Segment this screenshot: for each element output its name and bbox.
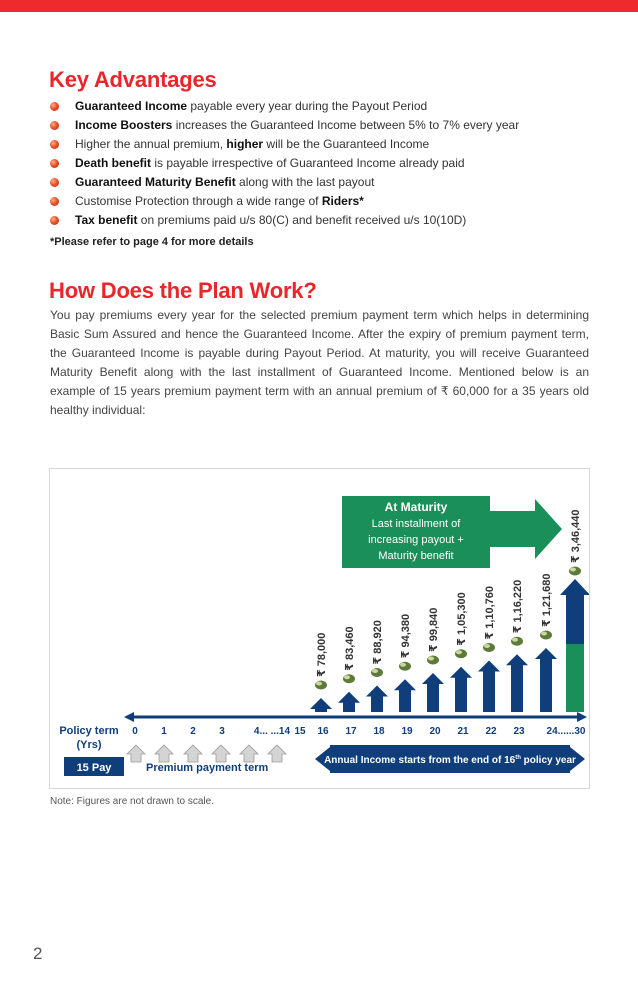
bullet-icon [50,216,59,225]
year-label: 22 [485,726,497,737]
money-bag-icon [540,631,552,640]
money-bag-icon [569,567,581,576]
bullet-icon [50,140,59,149]
premium-arrows [127,745,286,762]
maturity-line-3: Maturity benefit [378,550,454,562]
annual-income-banner-text: Annual Income starts from the end of 16th policy year [324,755,576,766]
bullet-icon [50,178,59,187]
payout-arrow [506,654,528,712]
year-label: 0 [132,726,138,737]
payout-amount-label: ₹ 99,840 [428,607,440,652]
payout-arrow [366,686,388,713]
premium-arrow [127,745,145,762]
bullet-icon [50,102,59,111]
payout-amount-label: ₹ 94,380 [400,613,412,659]
bullet-icon [50,159,59,168]
year-label: 21 [457,726,469,737]
year-label: 4... ...14 [253,726,291,737]
money-bag-icon [427,656,439,665]
year-label: 23 [513,726,525,737]
timeline-right-arrowhead [577,712,587,722]
payout-arrow [450,667,472,712]
maturity-line-1: Last installment of [371,518,461,530]
payout-amount-label: ₹ 1,21,680 [541,573,553,627]
advantage-item: Higher the annual premium, higher will be the Guaranteed Income [50,135,610,154]
money-bag-icon [399,662,411,671]
pay-badge-label: 15 Pay [76,762,112,774]
premium-arrow [240,745,258,762]
year-label: 15 [294,726,306,737]
payout-arrow [310,698,332,712]
payout-arrow [394,679,416,712]
money-bag-icon [483,643,495,652]
how-plan-works-heading: How Does the Plan Work? [49,278,317,303]
premium-arrow [155,745,173,762]
advantages-footnote: *Please refer to page 4 for more details [50,236,254,248]
payout-amount-label: ₹ 1,16,220 [512,579,524,634]
advantage-item: Guaranteed Income payable every year during the Payout Period [50,97,610,116]
scale-note: Note: Figures are not drawn to scale. [50,796,214,807]
money-bag-icon [315,681,327,690]
maturity-callout-arrow [490,499,562,559]
payout-amount-label: ₹ 1,10,760 [484,585,496,640]
maturity-line-2: increasing payout + [368,534,464,546]
plan-diagram-svg [50,469,589,788]
policy-term-unit: (Yrs) [76,739,102,751]
page-number: 2 [33,944,43,963]
maturity-title: At Maturity [384,500,448,514]
year-label: 18 [373,726,385,737]
year-label: 3 [219,726,225,737]
money-bag-icon [455,649,467,658]
key-advantages-heading: Key Advantages [49,67,217,92]
payout-arrow [422,673,444,712]
year-label: 19 [401,726,413,737]
advantage-item: Income Boosters increases the Guaranteed Income between 5% to 7% every year [50,116,610,135]
year-label: 16 [317,726,329,737]
year-label: 20 [429,726,441,737]
money-bag-icon [511,637,523,646]
how-plan-works-paragraph: You pay premiums every year for the selected premium payment term which helps in determining Basic Sum Assured and hence the Guaranteed Income. After the expiry of premium payment term, the Guaranteed Income is payable during Payout Period. At maturity, you will receive Guaranteed Maturity Benefit along with the last installment of Guaranteed Income. Mentioned below is an example of 15 years premium payment term with an annual premium of ₹ 60,000 for a 35 years old healthy individual: [50,308,589,417]
payout-amount-label: ₹ 78,000 [316,632,328,677]
maturity-arrow-green-part [566,644,584,712]
year-label: 2 [190,726,196,737]
premium-arrow [212,745,230,762]
bullet-icon [50,197,59,206]
payout-amount-label: ₹ 83,460 [344,626,356,671]
money-bag-icon [371,668,383,677]
bullet-icon [50,121,59,130]
year-label: 1 [161,726,167,737]
payout-arrow [535,648,557,712]
year-ticks [132,726,586,737]
premium-arrow [268,745,286,762]
policy-term-label: Policy term [59,725,119,737]
top-red-bar [0,0,638,12]
advantages-list [50,97,610,230]
timeline-left-arrowhead [124,712,134,722]
year-label: 24......30 [546,726,586,737]
advantage-item: Death benefit is payable irrespective of Guaranteed Income already paid [50,154,610,173]
advantage-item: Customise Protection through a wide range of Riders* [50,192,610,211]
plan-illustration-diagram [49,468,590,789]
advantage-item: Guaranteed Maturity Benefit along with the last payout [50,173,610,192]
money-bag-icon [343,674,355,683]
payout-amount-label: ₹ 88,920 [372,620,384,665]
payout-amount-label: ₹ 1,05,300 [456,592,468,646]
year-label: 17 [345,726,357,737]
premium-term-label: Premium payment term [146,762,269,774]
maturity-amount-label: ₹ 3,46,440 [570,509,582,563]
advantage-item: Tax benefit on premiums paid u/s 80(C) and benefit received u/s 10(10D) [50,211,610,230]
premium-arrow [184,745,202,762]
payout-arrow [478,661,500,713]
payout-arrow [338,692,360,712]
